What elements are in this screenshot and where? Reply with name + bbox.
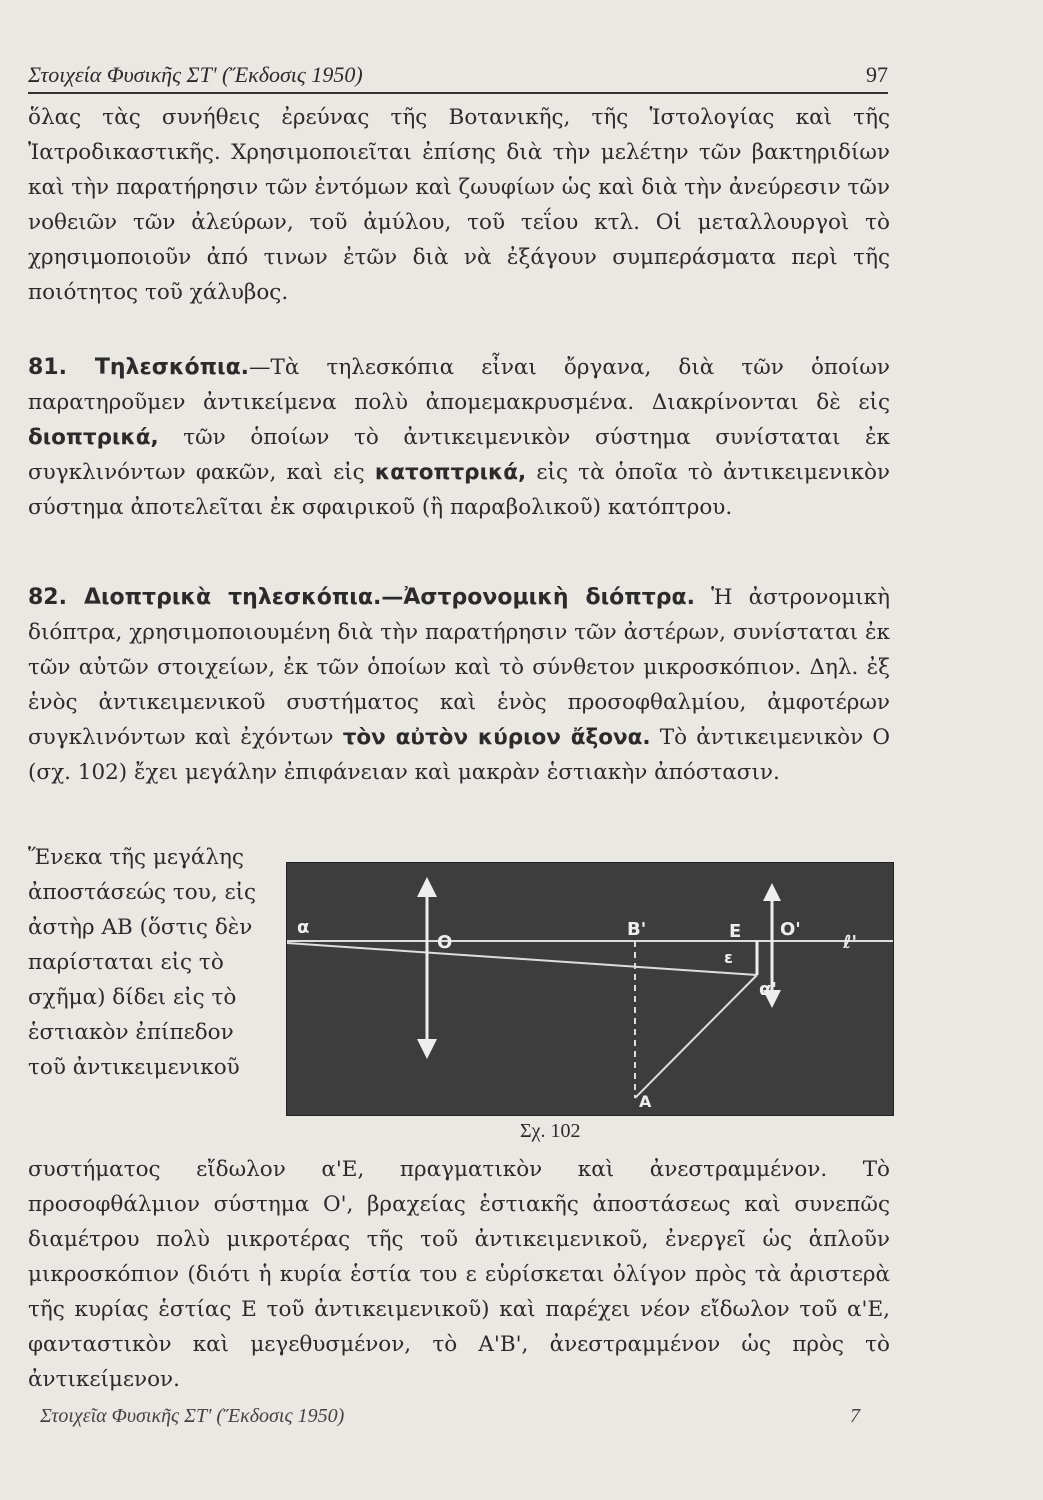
objective-arrow-top (417, 877, 437, 897)
eyepiece-arrow-top (763, 883, 781, 901)
running-title: Στοιχεία Φυσικῆς ΣΤ' (Ἔκδοσις 1950) (28, 62, 363, 87)
label-A: A (639, 1092, 652, 1111)
final-paragraph: συστήματος εἴδωλον α'Ε, πραγματικὸν καὶ ἀνεστραμμένον. Τὸ προσοφθάλμιον σύστημα Ο', βραχείας ἑστιακῆς ἀποστάσεως καὶ συνεπῶς διαμέτρου πολὺ μικροτέρας τῆς τοῦ ἀντικειμενικοῦ, ἐνεργεῖ ὡς ἁπλοῦν μικροσκόπιον (διότι ἡ κυρία ἑστία του ε εὑρίσκεται ὀλίγον πρὸς τὰ ἀριστερὰ τῆς κυρίας ἑστίας Ε τοῦ ἀντικειμενικοῦ) καὶ παρέχει νέον εἴδωλον τοῦ α'Ε, φανταστικὸν καὶ μεγεθυσμένον, τὸ Α'Β', ἀνεστραμμένον ὡς πρὸς τὸ ἀντικείμενον. (28, 1157, 890, 1392)
section-81 (28, 350, 890, 525)
label-alpha: α (297, 917, 310, 938)
section-81-text-b: τῶν ὁποίων τὸ ἀντικειμενικὸν σύστημα συνίσταται ἐκ συγκλινόντων φακῶν, καὶ εἰς (28, 425, 890, 485)
telescope-diagram (287, 863, 893, 1115)
section-82-paragraph (28, 580, 890, 790)
page-footer (40, 1405, 860, 1428)
label-O: O (437, 932, 453, 953)
section-81-heading: 81. Τηλεσκόπια. (28, 355, 250, 380)
final-block (28, 1152, 890, 1397)
figure-102 (286, 862, 894, 1116)
ray-line (287, 943, 757, 975)
intro-block (28, 100, 890, 310)
footer-sheet-number: 7 (850, 1405, 860, 1427)
label-l-prime: ℓ' (843, 932, 858, 953)
virtual-ray (635, 975, 757, 1098)
footer-signature: Στοιχεῖα Φυσικῆς ΣΤ' (Ἔκδοσις 1950) (40, 1405, 345, 1427)
section-82-text-b: Τὸ ἀντικειμενικὸν Ο (σχ. 102) ἔχει μεγάλην ἐπιφάνειαν καὶ μακρὰν ἑστιακὴν ἀπόστασιν. (28, 725, 890, 785)
label-epsilon: ε (724, 948, 733, 967)
term-catoptric: κατοπτρικά, (374, 460, 527, 485)
page-number: 97 (866, 62, 888, 87)
wrap-paragraph: Ἕνεκα τῆς μεγάλης ἀποστάσεώς του, εἰς ἀστὴρ ΑΒ (ὅστις δὲν παρίσταται εἰς τὸ σχῆμα) δίδει εἰς τὸ ἑστιακὸν ἐπίπεδον τοῦ ἀντικειμενικοῦ (28, 845, 257, 1080)
section-82-heading: 82. Διοπτρικὰ τηλεσκόπια.—Ἀστρονομικὴ διόπτρα. (28, 585, 695, 610)
objective-arrow-bottom (417, 1039, 437, 1059)
section-82-text-a: Ἡ ἀστρονομικὴ διόπτρα, χρησιμοποιουμένη διὰ τὴν παρατήρησιν τῶν ἀστέρων, συνίσταται ἐκ τῶν αὐτῶν στοιχείων, ἐκ τῶν ὁποίων καὶ τὸ σύνθετον μικροσκόπιον. Δηλ. ἐξ ἑνὸς ἀντικειμενικοῦ συστήματος καὶ ἑνὸς προσοφθαλμίου, ἀμφοτέρων συγκλινόντων καὶ ἐχόντων (28, 585, 890, 750)
section-81-text-c: εἰς τὰ ὁποῖα τὸ ἀντικειμενικὸν σύστημα ἀποτελεῖται ἐκ σφαιρικοῦ (ἢ παραβολικοῦ) κατόπτρου. (28, 460, 890, 520)
intro-paragraph: ὅλας τὰς συνήθεις ἐρεύνας τῆς Βοτανικῆς, τῆς Ἱστολογίας καὶ τῆς Ἰατροδικαστικῆς. Χρησιμοποιεῖται ἐπίσης διὰ τὴν μελέτην τῶν βακτηριδίων καὶ τὴν παρατήρησιν τῶν ἐντόμων καὶ ζωυφίων ὡς καὶ διὰ τὴν ἀνεύρεσιν τῶν νοθειῶν τῶν ἀλεύρων, τοῦ ἀμύλου, τοῦ τεΐου κτλ. Οἱ μεταλλουργοὶ τὸ χρησιμοποιοῦν ἀπό τινων ἐτῶν διὰ νὰ ἐξάγουν συμπεράσματα περὶ τῆς ποιότητος τοῦ χάλυβος. (28, 105, 890, 305)
section-82 (28, 580, 890, 790)
term-same-axis: τὸν αὐτὸν κύριον ἄξονα. (342, 725, 651, 750)
label-alpha-prime: α' (759, 979, 777, 1000)
label-O-prime: O' (780, 919, 801, 940)
figure-caption: Σχ. 102 (520, 1120, 581, 1142)
section-81-text-a: —Τὰ τηλεσκόπια εἶναι ὄργανα, διὰ τῶν ὁποίων παρατηροῦμεν ἀντικείμενα πολὺ ἀπομεμακρυσμένα. Διακρίνονται δὲ εἰς (28, 355, 890, 415)
label-E: E (729, 921, 742, 942)
term-dioptric: διοπτρικά, (28, 425, 159, 450)
section-81-paragraph (28, 350, 890, 525)
label-B-prime: B' (627, 919, 647, 940)
page-header (28, 48, 888, 94)
